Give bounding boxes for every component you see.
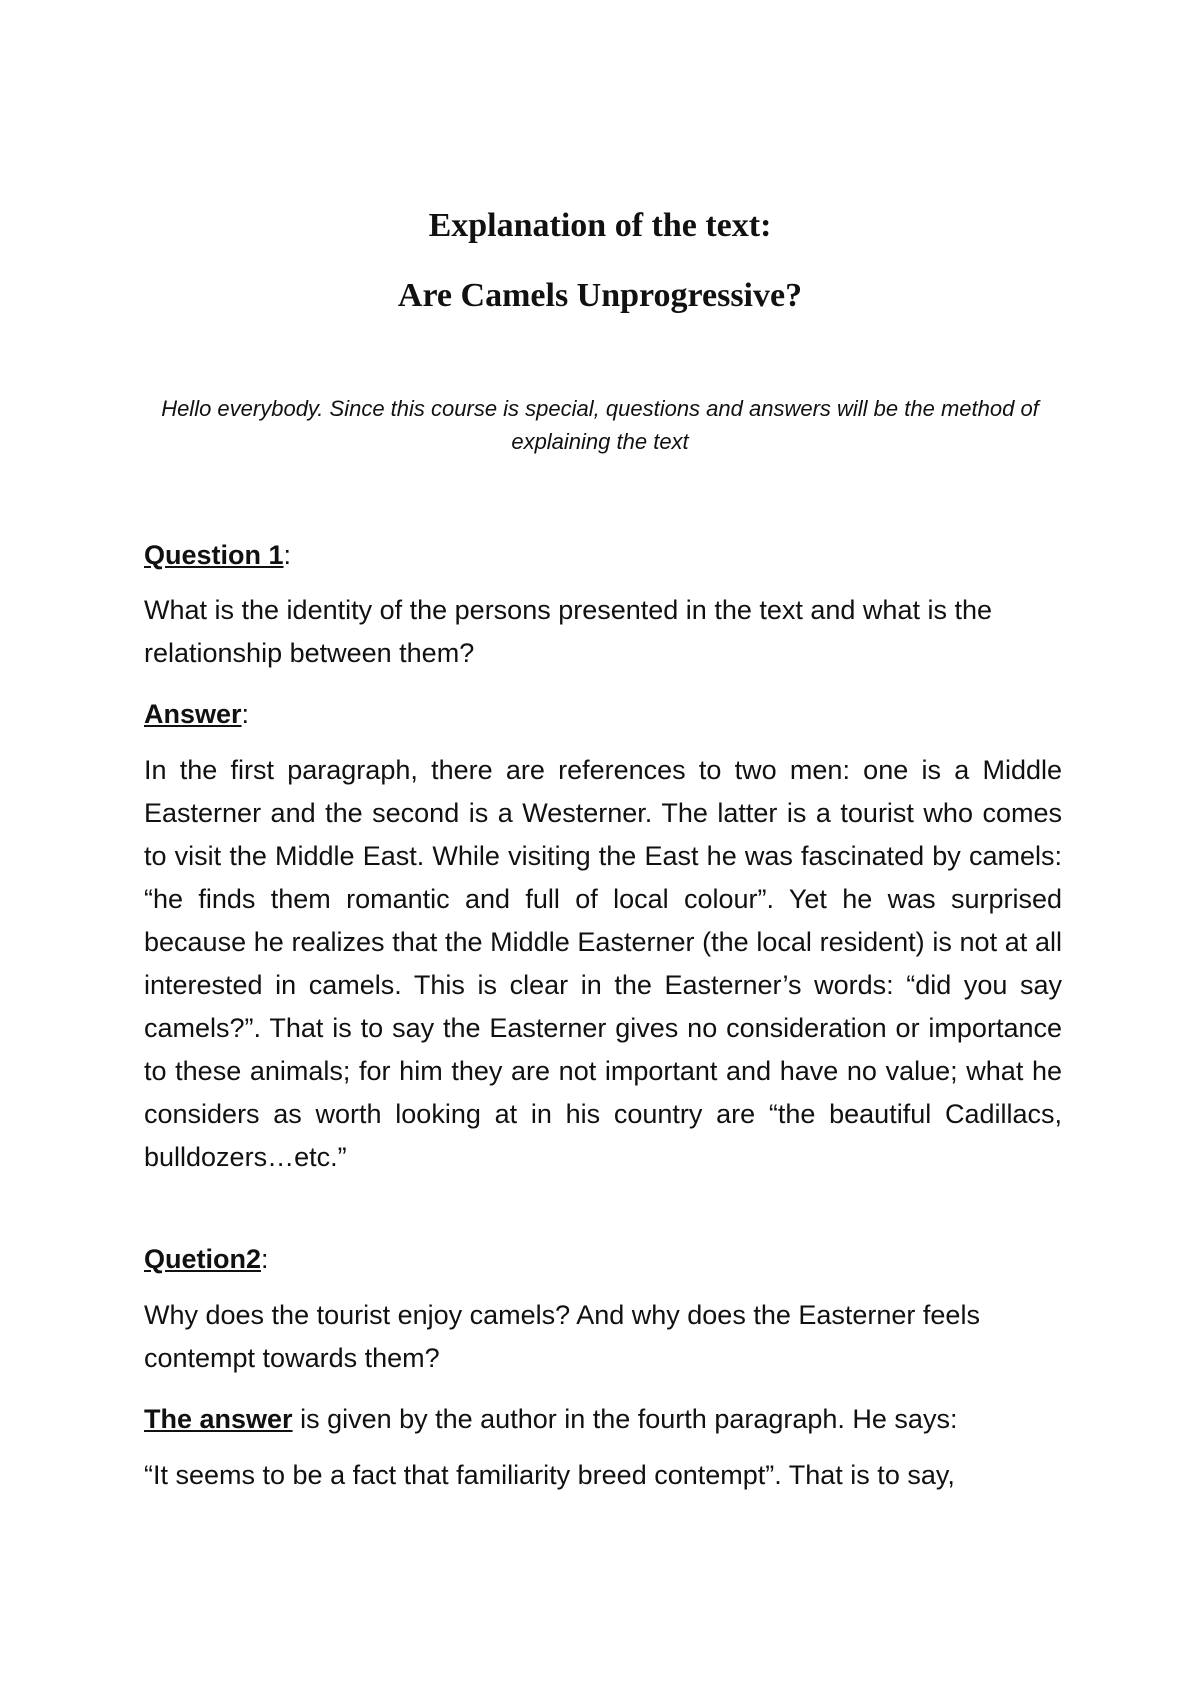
question-2-text: Why does the tourist enjoy camels? And why does the Easterner feels contempt towards them?: [144, 1300, 980, 1373]
answer-1-heading-line: [144, 693, 1062, 736]
answer-2-line: [144, 1398, 1062, 1441]
answer-1-text: In the first paragraph, there are references to two men: one is a Middle Easterner and the second is a Westerner. The latter is a tourist who comes to visit the Middle East. While visiting the East he was fascinated by camels: “he finds them romantic and full of local colour”. Yet he was surprised because he realizes that the Middle Easterner (the local resident) is not at all interested in camels. This is clear in the Easterner’s words: “did you say camels?”. That is to say the Easterner gives no consideration or importance to these animals; for him they are not important and have no value; what he considers as worth looking at in his country are “the beautiful Cadillacs, bulldozers…etc.”: [144, 755, 1062, 1172]
question-1-heading: Question 1: [144, 540, 284, 570]
question-2-heading-line: [144, 1238, 1062, 1281]
answer-2-quote: “It seems to be a fact that familiarity breed contempt”. That is to say,: [144, 1460, 955, 1490]
answer-1-heading: Answer: [144, 699, 242, 729]
question-2-heading-colon: :: [261, 1244, 269, 1274]
question-1-heading-colon: :: [283, 540, 292, 570]
document-subtitle: Are Camels Unprogressive?: [397, 277, 803, 314]
question-1-text: What is the identity of the persons presented in the text and what is the relationship between them?: [144, 595, 992, 668]
question-1-heading-line: [144, 534, 1062, 577]
answer-2-intro: is given by the author in the fourth paragraph. He says:: [292, 1404, 958, 1434]
answer-1-heading-colon: :: [241, 699, 250, 729]
answer-2-heading: The answer: [144, 1404, 293, 1434]
intro-paragraph: Hello everybody. Since this course is special, questions and answers will be the method of explaining the text: [161, 396, 1039, 454]
question-2-heading: Quetion2: [144, 1244, 262, 1274]
document-title: Explanation of the text:: [428, 207, 772, 244]
